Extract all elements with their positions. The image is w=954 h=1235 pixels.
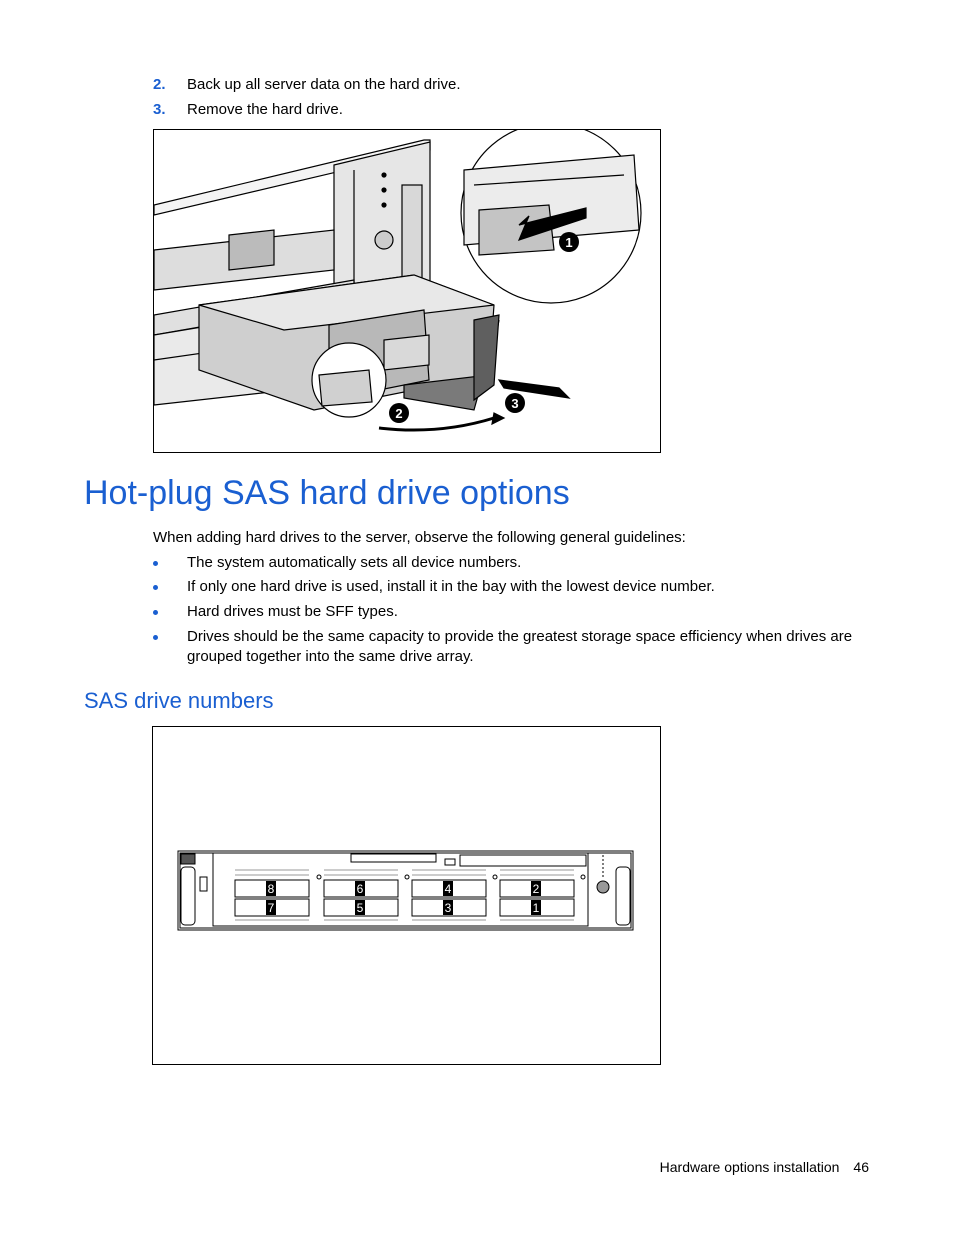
bay-number-5: 5 — [356, 901, 364, 915]
bullet-text: If only one hard drive is used, install it in the bay with the lowest device number. — [187, 578, 715, 595]
sas-drive-numbers-illustration — [152, 726, 661, 1065]
bay-number-7: 7 — [267, 901, 275, 915]
bullet-item — [153, 553, 873, 573]
bay-number-6: 6 — [356, 882, 364, 896]
bay-number-1: 1 — [532, 901, 540, 915]
power-button-icon — [597, 881, 609, 893]
bay-number-4: 4 — [444, 882, 452, 896]
bullet-item — [153, 602, 873, 622]
bullet-item — [153, 577, 873, 597]
bay-number-3: 3 — [444, 901, 452, 915]
step-text: Remove the hard drive. — [187, 101, 343, 118]
callout-3: 3 — [511, 396, 519, 411]
bullet-dot — [153, 585, 158, 590]
bay-number-2: 2 — [532, 882, 540, 896]
subsection-title: SAS drive numbers — [84, 688, 274, 713]
section-title: Hot-plug SAS hard drive options — [84, 474, 570, 512]
step-number: 2. — [153, 76, 166, 93]
bullet-dot — [153, 561, 158, 566]
step-text: Back up all server data on the hard drive. — [187, 76, 461, 93]
hp-logo-icon — [181, 854, 195, 864]
bullet-dot — [153, 635, 158, 640]
footer-section: Hardware options installation — [659, 1159, 840, 1175]
page-number: 46 — [853, 1159, 869, 1175]
callout-1: 1 — [565, 235, 573, 250]
page-footer — [660, 1159, 869, 1175]
bullet-dot — [153, 610, 158, 615]
server-front-panel-drawing — [153, 727, 660, 1064]
bullet-text: Hard drives must be SFF types. — [187, 603, 398, 620]
bay-number-8: 8 — [267, 882, 275, 896]
bullet-item — [153, 627, 873, 667]
bullet-text: The system automatically sets all device numbers. — [187, 554, 522, 571]
step-number: 3. — [153, 101, 166, 118]
callout-2: 2 — [395, 406, 403, 421]
bullet-text: Drives should be the same capacity to provide the greatest storage space efficiency when drives are grouped together into the same drive array. — [187, 628, 853, 665]
intro-paragraph: When adding hard drives to the server, observe the following general guidelines: — [153, 529, 686, 546]
drive-removal-illustration — [153, 129, 661, 453]
drive-removal-drawing — [154, 130, 660, 452]
